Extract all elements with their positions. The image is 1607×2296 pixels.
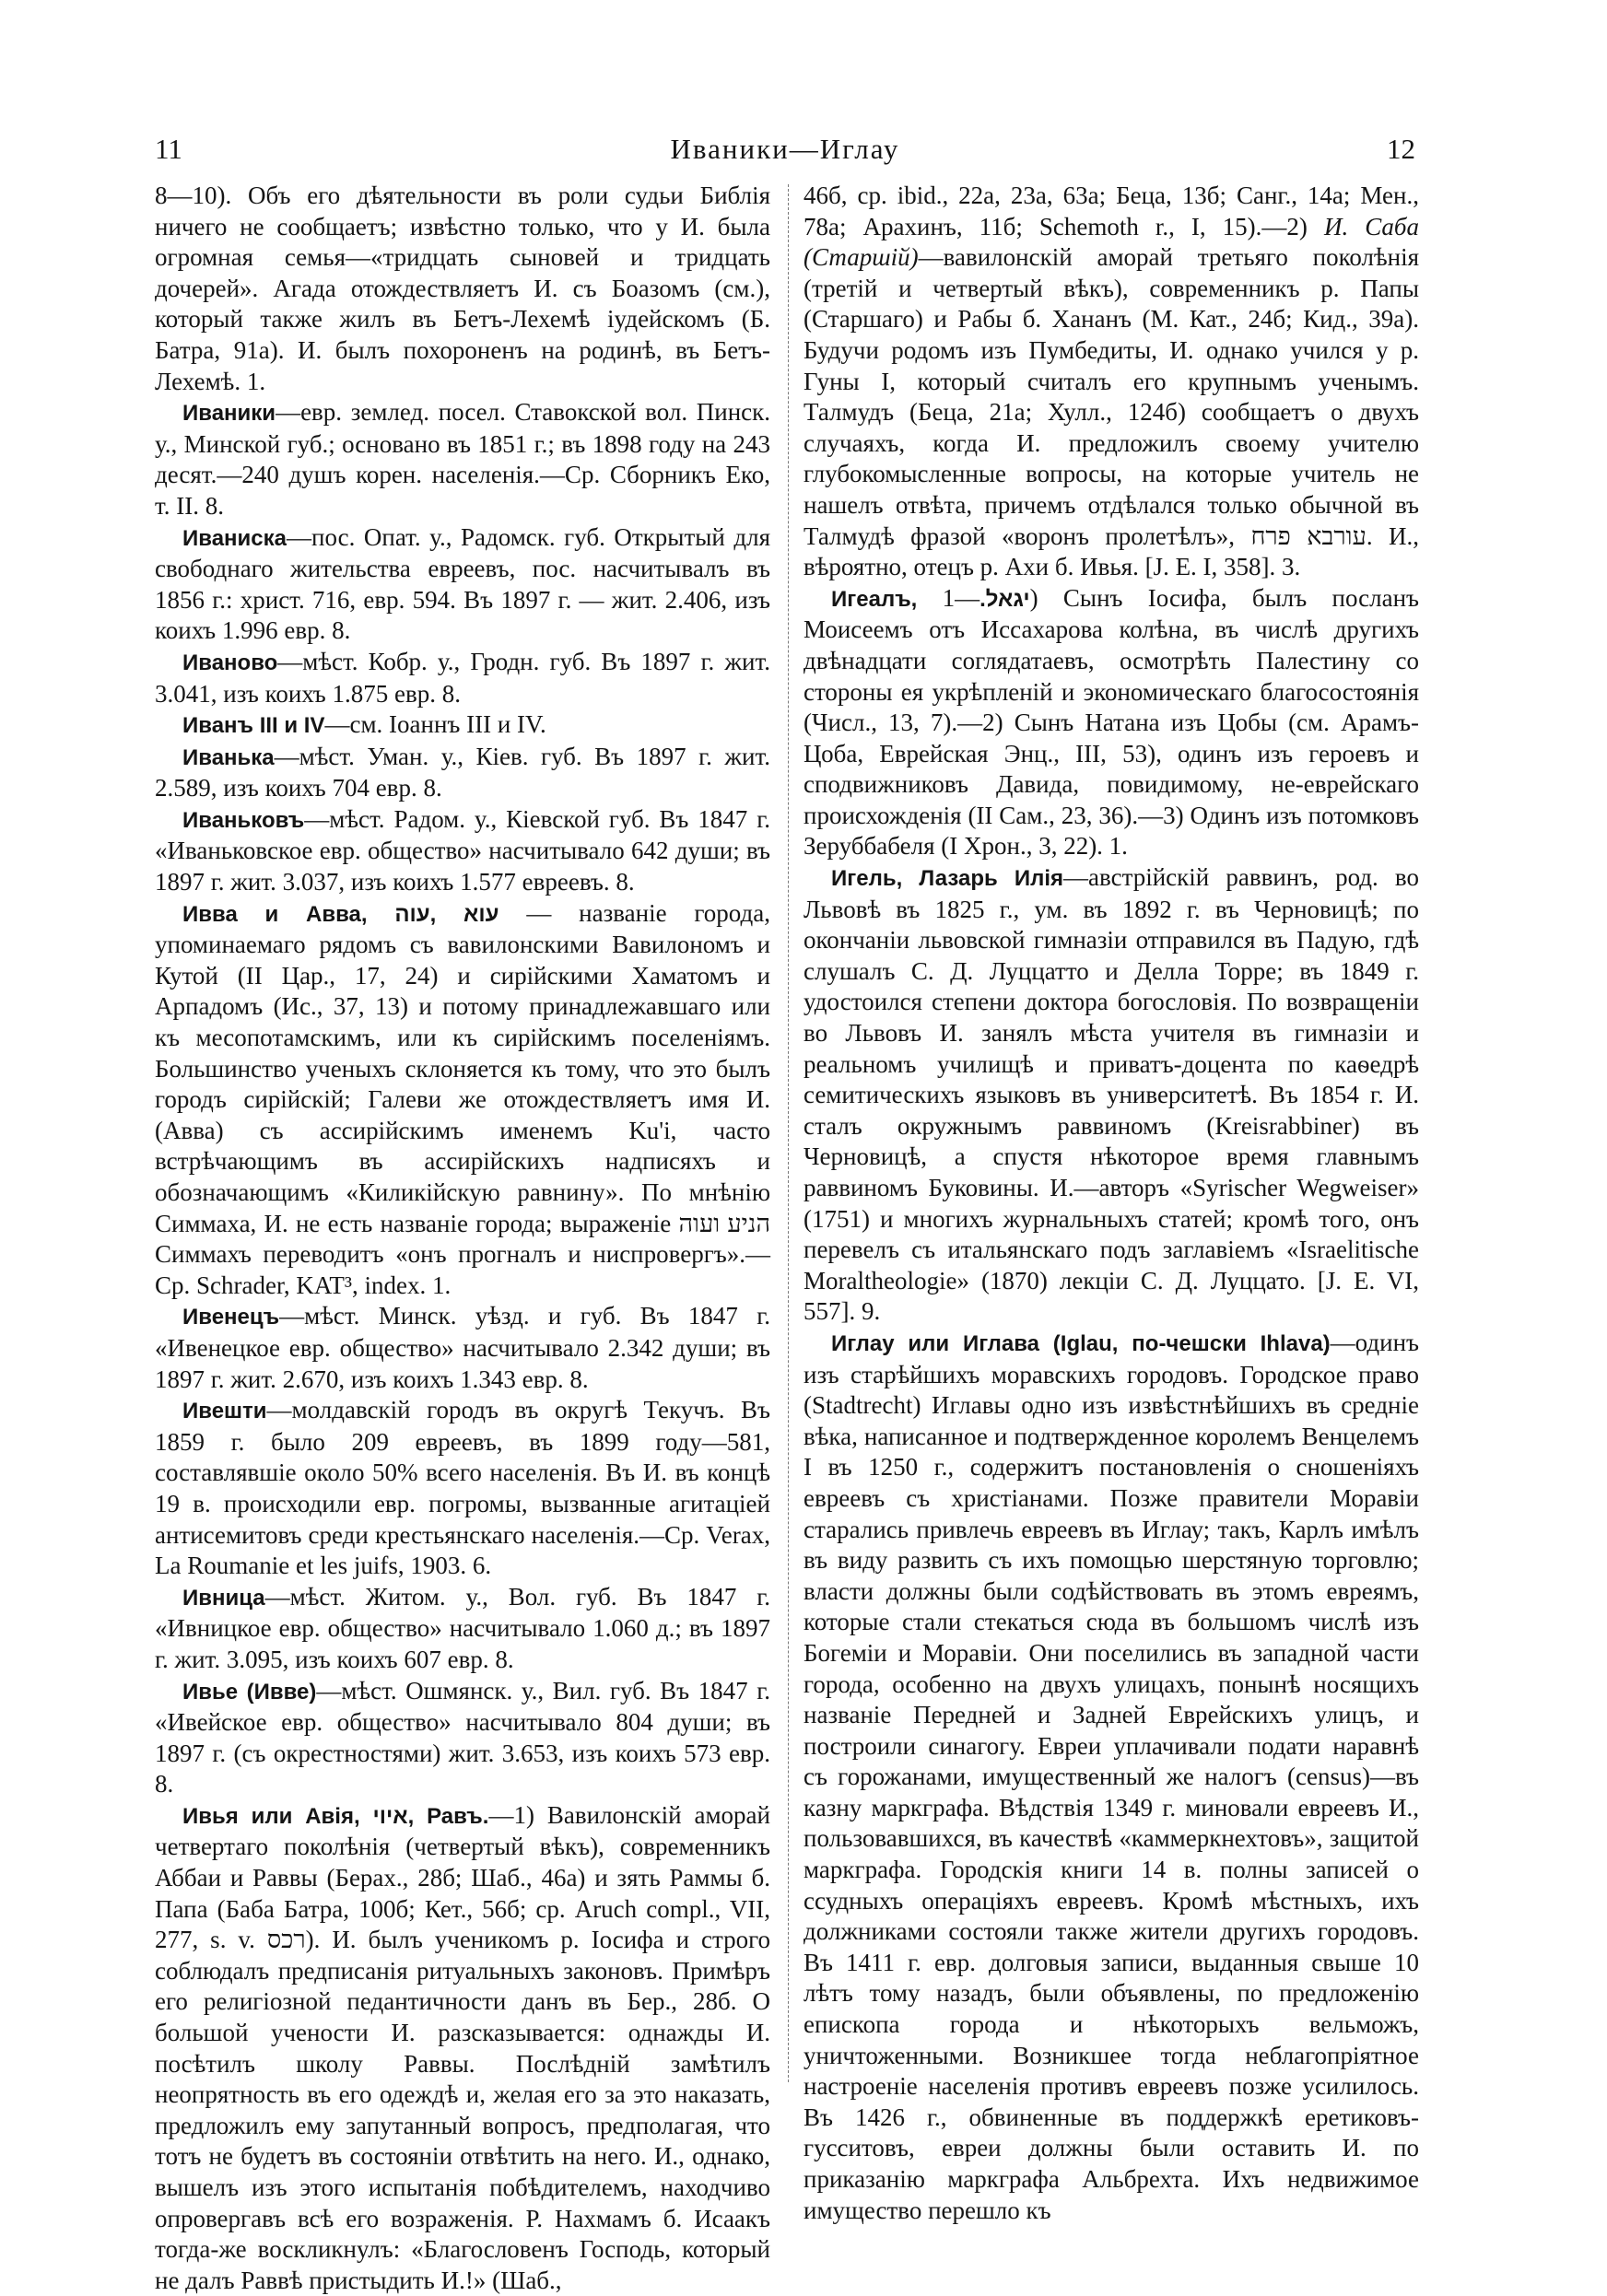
left-column <box>155 181 771 2294</box>
entry-ivnitsa <box>155 1582 770 1676</box>
entry-ivankov <box>155 804 770 898</box>
entry-ivaniska <box>155 522 770 647</box>
entry-text: —мѣст. Уман. у., Кіев. губ. Въ 1897 г. жит. 2.589, изъ коихъ 704 евр. 8. <box>155 742 770 802</box>
entry-headword: Иваниска <box>182 525 287 551</box>
entry-text: —1) Сынъ Іосифа, былъ посланъ Моисеемъ отъ Иссахарова колѣна, въ числѣ другихъ двѣнадцати соглядатаевъ, осмотрѣть Палестину со стороны ея укрѣпленій и экономическаго благосостоянія (Числ., 13, 7).—2) Сынъ Натана изъ Цобы (см. Арамъ-Цоба, Еврейская Энц., III, 53), одинъ изъ героевъ и сподвижниковъ Давида, повидимому, не-еврейскаго происхожденія (II Сам., 23, 36).—3) Одинъ изъ потомковъ Зеруббабеля (I Хрон., 3, 22). 1. <box>804 583 1419 861</box>
entry-text: —пос. Опат. у., Радомск. губ. Открытый для свободнаго жительства евреевъ, пос. насчитывалъ въ 1856 г.: христ. 716, евр. 594. Въ 1897 г. — жит. 2.406, изъ коихъ 1.996 евр. 8. <box>155 522 770 645</box>
entry-headword: Ивница <box>182 1585 265 1611</box>
entry-ivan-iii-iv <box>155 709 770 742</box>
article-continuation <box>804 181 1419 583</box>
entry-headword: Иваники <box>182 401 276 427</box>
entry-text: —австрійскій раввинъ, род. во Львовѣ въ 1825 г., ум. въ 1892 г. въ Черновицѣ; по окончаніи львовской гимназіи отправился въ Падую, гдѣ слушалъ С. Д. Луццатто и Делла Торре; въ 1849 г. удостоился степени доктора богословія. По возвращеніи во Львовъ И. занялъ мѣста учителя въ гимназіи и реальномъ училищѣ и приватъ-доцента по каѳедрѣ семитическихъ языковъ въ университетѣ. Въ 1854 г. И. сталъ окружнымъ раввиномъ (Kreisrabbiner) въ Черновицѣ, а спустя нѣкоторое время главнымъ раввиномъ Буковины. И.—авторъ «Syrischer Wegweiser» (1751) и многихъ журнальныхъ статей; кромѣ того, онъ перевелъ съ итальянскаго подъ заглавіемъ «Israelitische Moraltheologie» (1870) лекціи С. Д. Луццато. [J. E. VI, 557]. 9. <box>804 863 1420 1326</box>
entry-headword: Игель, Лазарь Илія <box>831 866 1064 892</box>
right-page-number: 12 <box>1387 133 1415 165</box>
entry-igel <box>804 862 1419 1328</box>
entry-headword: Иваново <box>182 650 278 675</box>
article-continuation: 8—10). Объ его дѣятельности въ роли судьи Библія ничего не сообщаетъ; извѣстно только, что у И. была огромная семья—«тридцать сыновей и тридцать дочерей». Агада отождествляетъ И. съ Боазомъ (см.), который также жилъ въ Бетъ-Лехемѣ іудейскомъ (Б. Батра, 91а). И. былъ похороненъ на родинѣ, въ Бетъ-Лехемѣ. 1. <box>155 182 770 395</box>
entry-headword: Ивенецъ <box>182 1305 280 1330</box>
entry-text: —мѣст. Радом. у., Кіевской губ. Въ 1847 г. «Иваньковское евр. общество» насчитывало 642 души; въ 1897 г. жит. 3.037, изъ коихъ 1.577 евреевъ. 8. <box>155 804 770 896</box>
entry-ivya-aviya <box>155 1800 770 2296</box>
continuation-text: —вавилонскій аморай третьяго поколѣнія (третій и четвертый вѣкъ), современникъ р. Папы (Старшаго) и Рабы б. Хананъ (М. Кат., 24б; Кид., 39а). Будучи родомъ изъ Пумбедиты, И. однако учился у р. Гуны I, который считалъ его крупнымъ ученымъ. Талмудъ (Беца, 21а; Хулл., 124б) сообщаетъ о двухъ случаяхъ, когда И. предложилъ своему учителю глубокомысленные вопросы, на которые учитель не нашелъ отвѣта, причемъ отдѣлался только обычной въ Талмудѣ фразой «воронъ пролетѣлъ», עורבא פרח. И., вѣроятно, отецъ р. Ахи б. Ивья. [J. E. I, 358]. 3. <box>804 243 1420 581</box>
entry-text: —мѣст. Житом. у., Вол. губ. Въ 1847 г. «Ивницкое евр. общество» насчитывало 1.060 д.; въ 1897 г. жит. 3.095, изъ коихъ 607 евр. 8. <box>155 1582 770 1673</box>
entry-ivanovo <box>155 647 770 709</box>
entry-ivye <box>155 1676 770 1800</box>
left-page-number: 11 <box>155 133 182 165</box>
entry-ivanka <box>155 742 770 804</box>
subentry-name: И. Саба (Старшій) <box>804 212 1419 272</box>
entry-headword: Ивва и Авва, עוא ,עוה <box>182 901 499 927</box>
entry-headword: Игеалъ, יגאל. <box>831 586 1030 612</box>
entry-text: —см. Іоаннъ III и IV. <box>324 710 546 739</box>
entry-headword: Иглау или Иглава (Iglau, по-чешски Ihlava) <box>831 1330 1331 1356</box>
entry-headword: Иванъ III и IV <box>182 713 325 739</box>
entry-ivva <box>155 898 770 1302</box>
entry-headword: Иваньковъ <box>182 807 305 833</box>
entry-text: — названіе города, упоминаемаго рядомъ съ вавилонскими Вавилономъ и Кутой (II Цар., 17, 24) и сирійскими Хаматомъ и Арпадомъ (Ис., 37, 13) и потому принадлежавшаго или къ месопотамскимъ, или къ сирійскимъ поселеніямъ. Большинство ученыхъ склоняется къ тому, что это былъ городъ сирійскій; Галеви же отождествляетъ имя И. (Авва) съ ассирійскимъ именемъ Ku'i, часто встрѣчающимъ въ ассирійскихъ надписяхъ и обозначающимъ «Киликійскую равнину». По мнѣнію Симмаха, И. не есть названіе города; выраженіе הניע ועוה Симмахъ переводитъ «онъ прогналъ и ниспровергъ».—Ср. Schrader, KAT³, index. 1. <box>155 898 770 1299</box>
entry-headword: Ивья или Авія, איוי, Равъ. <box>182 1803 489 1829</box>
entry-ivaniki <box>155 397 770 521</box>
entry-iveshti <box>155 1395 770 1582</box>
entry-text: —евр. землед. посел. Ставокской вол. Пинск. у., Минской губ.; основано въ 1851 г.; въ 1898 году на 243 десят.—240 душъ корен. населенія.—Ср. Сборникъ Еко, т. II. 8. <box>155 398 770 520</box>
entry-text: —1) Вавилонскій аморай четвертаго поколѣнія (четвертый вѣкъ), современникъ Аббаи и Раввы (Берах., 28б; Шаб., 46а) и зять Раммы б. Папа (Баба Батра, 100б; Кет., 56б; ср. Aruch compl., VII, 277, s. v. רכס). И. былъ ученикомъ р. Іосифа и строго соблюдалъ предписанія ритуальныхъ законовъ. Примѣръ его религіозной педантичности данъ въ Бер., 28б. О большой учености И. разсказывается: однажды И. посѣтилъ школу Раввы. Послѣдній замѣтилъ неопрятность въ его одеждѣ и, желая его за это наказать, предложилъ ему запутанный вопросъ, предполагая, что тотъ не будетъ въ состояніи отвѣтить на него. И., однако, вышелъ изъ этого испытанія побѣдителемъ, находчиво опровергавъ всѣ его возраженія. Р. Нахмамъ б. Исаакъ тогда-же воскликнулъ: «Благословенъ Господь, который не далъ Раввѣ пристыдить И.!» (Шаб., <box>155 1800 770 2294</box>
entry-igeal <box>804 583 1419 862</box>
entry-ivenets <box>155 1301 770 1395</box>
continuation-text: 46б, ср. ibid., 22а, 23а, 63а; Беца, 13б; Санг., 14а; Мен., 78а; Арахинъ, 11б; Schemoth r., I, 15).—2) <box>804 182 1419 240</box>
entry-headword: Ивешти <box>182 1399 267 1424</box>
entry-text: —одинъ изъ старѣйшихъ моравскихъ городовъ. Городское право (Stadtrecht) Иглавы одно изъ извѣстнѣйшихъ въ средніе вѣка, написанное и подтвержденное королемъ Венцелемъ I въ 1250 г., содержитъ постановленія о сношеніяхъ евреевъ съ христіанами. Позже правители Моравіи старались привлечь евреевъ въ Иглау; такъ, Карлъ имѣлъ въ виду развить съ ихъ помощью шерстяную торговлю; власти должны были содѣйствовать въ этомъ евреямъ, которые стали стекаться сюда въ большомъ числѣ изъ Богеміи и Моравіи. Они поселились въ западной части города, особенно на двухъ улицахъ, понынѣ носящихъ названіе Передней и Задней Еврейскихъ улицъ, и построили синагогу. Евреи уплачивали подати наравнѣ съ горожанами, имущественный же налогъ (census)—въ казну маркграфа. Вѣдствія 1349 г. миновали евреевъ И., пользовавшихся, въ качествѣ «каммеркнехтовъ», защитой маркграфа. Городскія книги 14 в. полны записей о ссудныхъ операціяхъ евреевъ. Кромѣ мѣстныхъ, ихъ должниками состояли также жители другихъ городовъ. Въ 1411 г. евр. долговыя записи, выданныя свыше 10 лѣтъ тому назадъ, были объявлены, по предложенію епископа города и нѣкоторыхъ вельможъ, уничтоженными. Возникшее тогда неблагопріятное настроеніе населенія противъ евреевъ позже усилилось. Въ 1426 г., обвиненные въ поддержкѣ еретиковъ-гусситовъ, евреи должны были оставить И. по приказанію маркграфа Альбрехта. Ихъ недвижимое имущество перешло къ <box>804 1328 1419 2224</box>
entry-text: —мѣст. Минск. уѣзд. и губ. Въ 1847 г. «Ивенецкое евр. общество» насчитывало 2.342 души; въ 1897 г. жит. 2.670, изъ коихъ 1.343 евр. 8. <box>155 1302 770 1393</box>
column-divider <box>788 184 789 2082</box>
running-title: Иваники—Иглау <box>670 133 900 165</box>
entry-text: —мѣст. Кобр. у., Гродн. губ. Въ 1897 г. жит. 3.041, изъ коихъ 1.875 евр. 8. <box>155 647 770 708</box>
entry-text: —мѣст. Ошмянск. у., Вил. губ. Въ 1847 г. «Ивейское евр. общество» насчитывало 804 души; въ 1897 г. (съ окрестностями) жит. 3.653, изъ коихъ 573 евр. 8. <box>155 1676 771 1798</box>
entry-iglau <box>804 1328 1419 2226</box>
entry-text: —молдавскій городъ въ округѣ Текучъ. Въ 1859 г. было 209 евреевъ, въ 1899 году—581, составлявшіе около 50% всего населенія. Въ И. въ концѣ 19 в. происходили евр. погромы, вызванные агитаціей антисемитовъ среди крестьянскаго населенія.—Ср. Verax, La Roumanie et les juifs, 1903. 6. <box>155 1396 770 1580</box>
page-header <box>155 129 1415 170</box>
right-column <box>804 181 1420 2224</box>
entry-headword: Ивье (Ивве) <box>182 1679 317 1704</box>
entry-headword: Иванька <box>182 744 275 770</box>
